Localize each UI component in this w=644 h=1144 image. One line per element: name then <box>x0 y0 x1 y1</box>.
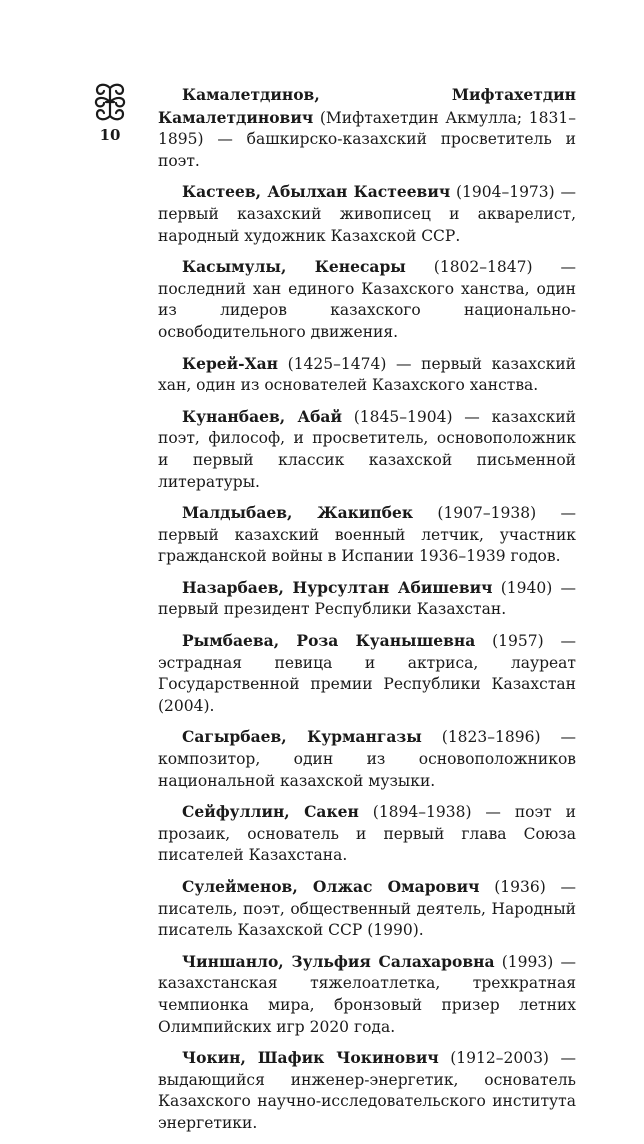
entry-text: (1894–1938) — поэт и прозаик, основатель и первый глава Союза писателей Казахстана. <box>158 803 576 865</box>
entry-text: (Мифтахетдин Акмулла; 1831–1895) — башкирско-казахский просветитель и поэт. <box>158 108 576 170</box>
entries-list <box>158 84 576 1144</box>
page-number: 10 <box>99 126 121 144</box>
list-item <box>158 256 576 343</box>
entry-text: (1425–1474) — первый казахский хан, один из основателей Казахского ханства. <box>158 354 576 395</box>
entry-name: Камалетдинов, Мифтахетдин Камалетдинович <box>158 85 576 127</box>
list-item <box>158 876 576 942</box>
list-item <box>158 181 576 247</box>
entry-text: (1936) — писатель, поэт, общественный деятель, Народный писатель Казахской ССР (1990). <box>158 878 576 940</box>
entry-text: (1912–2003) — выдающийся инженер-энергетик, основатель Казахского научно-исследовательского института энергетики. <box>158 1049 576 1132</box>
entry-name: Чокин, Шафик Чокинович <box>182 1048 439 1068</box>
entry-name: Сейфуллин, Сакен <box>182 802 359 822</box>
entry-name: Рымбаева, Роза Куанышевна <box>182 631 476 651</box>
list-item <box>158 726 576 792</box>
entry-name: Сулейменов, Олжас Омарович <box>182 877 480 896</box>
list-item <box>158 630 576 717</box>
list-item <box>158 951 576 1038</box>
entry-text: (1823–1896) — композитор, один из основоположников национальной казахской музыки. <box>158 728 576 790</box>
kazakh-ornament-icon <box>93 82 127 122</box>
entry-name: Кастеев, Абылхан Кастеевич <box>182 182 451 202</box>
entry-text: (1957) — эстрадная певица и актриса, лауреат Государственной премии Республики Казахстан (2004). <box>158 632 576 715</box>
list-item <box>158 353 576 397</box>
entry-name: Малдыбаев, Жакипбек <box>182 503 414 523</box>
entry-name: Назарбаев, Нурсултан Абишевич <box>182 577 493 597</box>
list-item <box>158 406 576 493</box>
entry-text: (1907–1938) — первый казахский военный летчик, участник гражданской войны в Испании 1936–1939 годов. <box>158 504 576 566</box>
list-item <box>158 577 576 621</box>
list-item <box>158 1047 576 1134</box>
entry-name: Касымулы, Кенесары <box>182 257 406 277</box>
entry-name: Кунанбаев, Абай <box>182 406 342 426</box>
entry-text: (1904–1973) — первый казахский живописец и акварелист, народный художник Казахской ССР. <box>158 183 576 245</box>
entry-name: Сагырбаев, Курмангазы <box>182 727 422 747</box>
list-item <box>158 801 576 867</box>
entry-text: (1940) — первый президент Республики Казахстан. <box>158 578 576 619</box>
entry-name: Чиншанло, Зульфия Салахаровна <box>182 951 495 971</box>
list-item <box>158 84 576 172</box>
entry-name: Керей-Хан <box>182 353 279 373</box>
entry-text: (1993) — казахстанская тяжелоатлетка, трехкратная чемпионка мира, бронзовый призер летних Олимпийских игр 2020 года. <box>158 952 576 1036</box>
entry-text: (1802–1847) — последний хан единого Казахского ханства, один из лидеров казахского национально-освободительного движения. <box>158 258 576 341</box>
list-item <box>158 502 576 568</box>
entry-text: (1845–1904) — казахский поэт, философ, и просветитель, основоположник и первый классик казахской письменной литературы. <box>158 407 577 491</box>
